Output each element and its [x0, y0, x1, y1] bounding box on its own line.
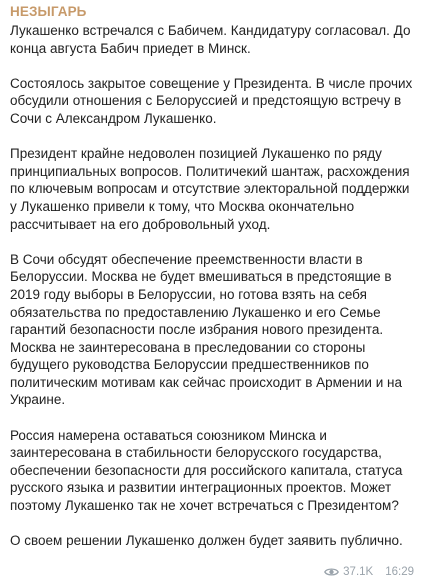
post-time: 16:29 [385, 566, 414, 578]
view-count: 37.1K [343, 566, 374, 578]
post-paragraph-5: Россия намерена оставаться союзником Минска и заинтересована в стабильности белорусского государства, обеспечении безопасности для российского капитала, статуса русского языка и развитии интеграционных проектов. Может поэтому Лукашенко так не хочет встречаться с Президентом? [10, 427, 403, 514]
post-paragraph-3: Президент крайне недоволен позицией Лукашенко по ряду принципиальных вопросов. Политичекий шантаж, расхождения по ключевым вопросам и отсутствие электоральной поддержки у Лукашенко привели к тому, что Москва окончательно рассчитывает на его добровольный уход. [10, 146, 410, 232]
post-meta [324, 566, 414, 578]
post-paragraph-4: В Сочи обсудят обеспечение преемственности власти в Белоруссии. Москва не будет вмешиваться в предстоящие в 2019 году выборы в Белоруссии, но готова взять на себя обязательства по предоставлению Лукашенко и его Семье гарантий безопасности после избрания нового президента. Москва не заинтересована в преследовании со стороны будущего руководства Белоруссии предшественников по политическим мотивам как сейчас происходит в Армении и на Украине. [10, 251, 402, 408]
post-paragraph-2: Состоялось закрытое совещение у Президента. В числе прочих обсудили отношения с Белоруссией и предстоящую встречу в Сочи с Александром Лукашенко. [10, 75, 413, 126]
post-paragraph-1: Лукашенко встречался с Бабичем. Кандидатуру согласовал. До конца августа Бабич приедет в Минск. [10, 23, 411, 56]
eye-icon [324, 567, 339, 577]
channel-name[interactable]: НЕЗЫГАРЬ [10, 4, 87, 19]
post-paragraph-6: О своем решении Лукашенко должен будет заявить публично. [10, 533, 403, 549]
